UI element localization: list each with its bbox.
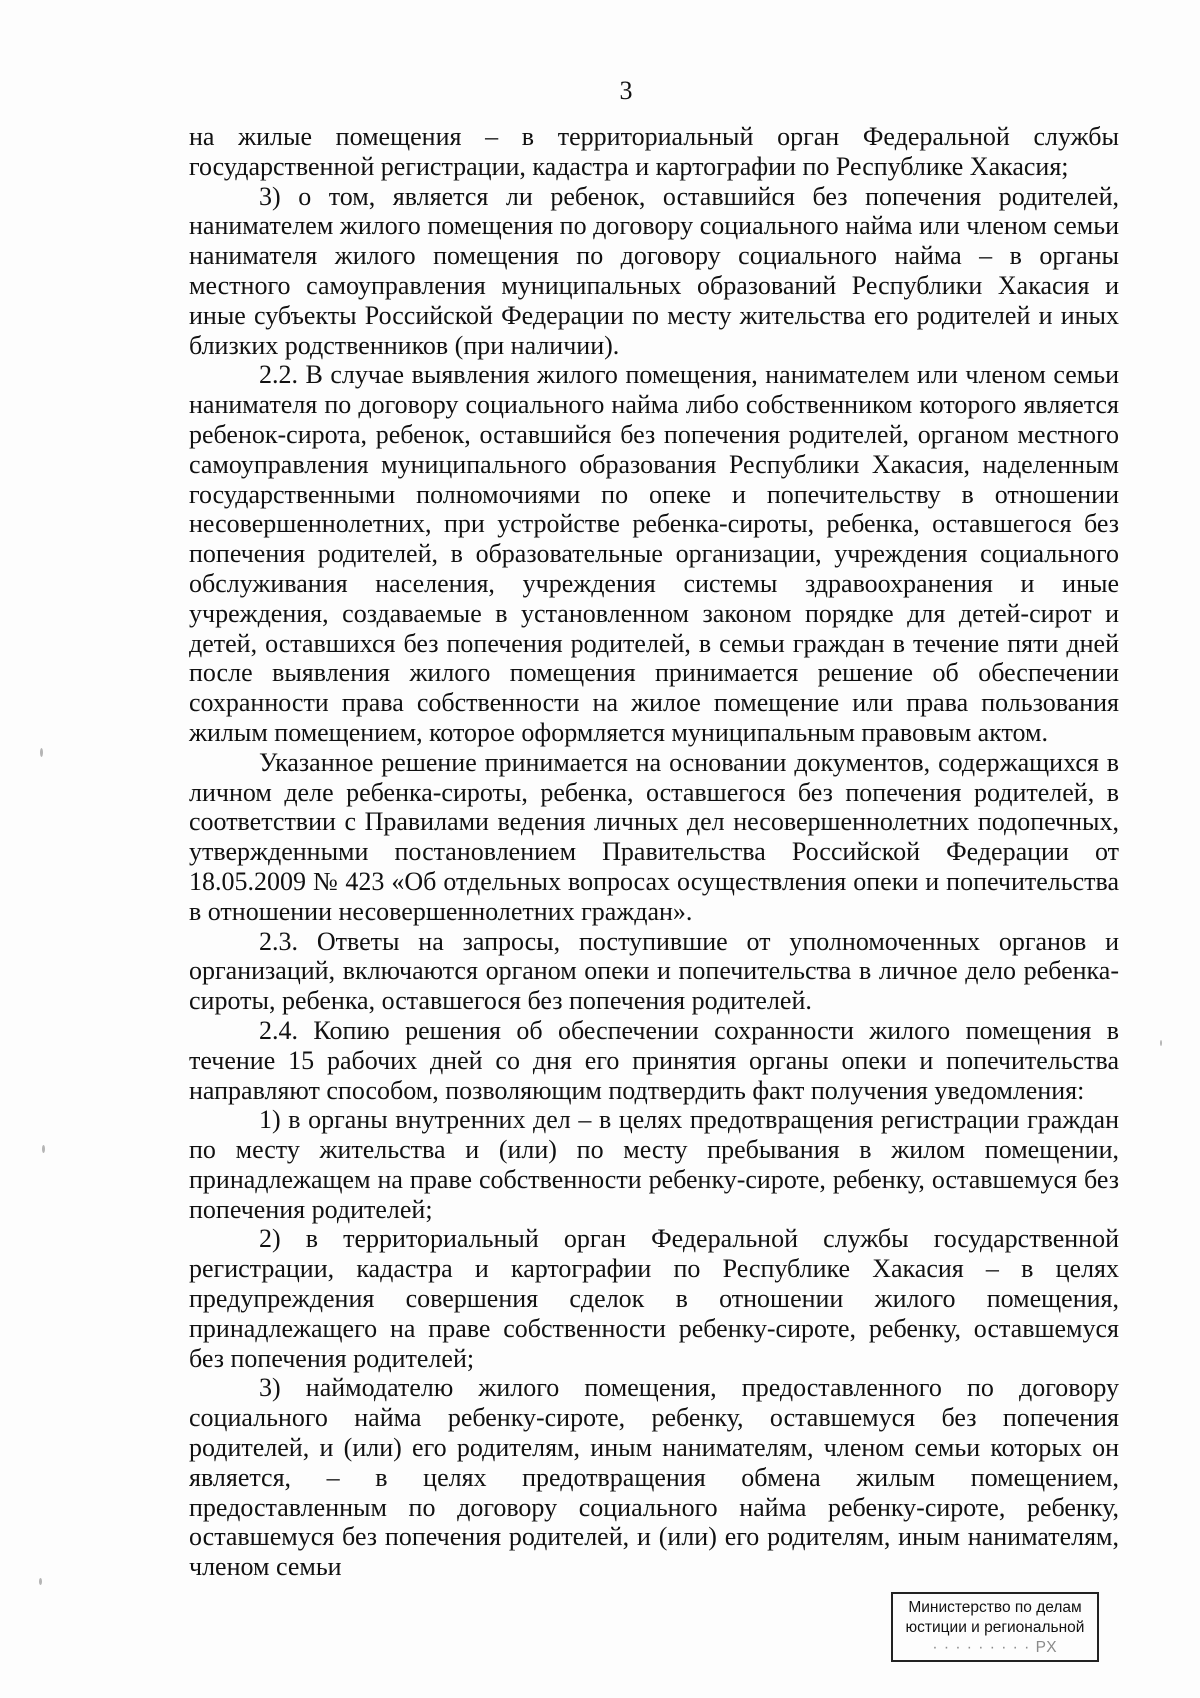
document-body bbox=[189, 122, 1119, 1582]
scan-speck bbox=[42, 1145, 45, 1153]
scan-speck bbox=[39, 1578, 42, 1585]
paragraph-2-2: 2.2. В случае выявления жилого помещения, нанимателем или членом семьи нанимателя по договору социального найма либо собственником которого является ребенок-сирота, ребенок, оставшийся без попечения родителей, органом местного самоуправления муниципального образования Республики Хакасия, наделенным государственными полномочиями по опеке и попечительству в отношении несовершеннолетних, при устройстве ребенка-сироты, ребенка, оставшегося без попечения родителей, в образовательные организации, учреждения социального обслуживания населения, учреждения системы здравоохранения и иные учреждения, создаваемые в установленном законом порядке для детей-сирот и детей, оставшихся без попечения родителей, в семьи граждан в течение пяти дней после выявления жилого помещения принимается решение об обеспечении сохранности права собственности на жилое помещение или права пользования жилым помещением, которое оформляется муниципальным правовым актом. bbox=[189, 360, 1119, 747]
scan-speck bbox=[1160, 1040, 1162, 1046]
stamp-line-3: · · · · · · · · · РХ bbox=[932, 1639, 1058, 1656]
paragraph-2-4-item-3: 3) наймодателю жилого помещения, предоставленного по договору социального найма ребенку-сироте, ребенку, оставшемуся без попечения родителей, и (или) его родителям, иным нанимателям, членом семьи которых он является, – в целях предотвращения обмена жилым помещением, предоставленным по договору социального найма ребенку-сироте, ребенку, оставшемуся без попечения родителей, и (или) его родителям, иным нанимателям, членом семьи bbox=[189, 1373, 1119, 1582]
paragraph-2-4-item-1: 1) в органы внутренних дел – в целях предотвращения регистрации граждан по месту жительства и (или) по месту пребывания в жилом помещении, принадлежащем на праве собственности ребенку-сироте, ребенку, оставшемуся без попечения родителей; bbox=[189, 1105, 1119, 1224]
paragraph-2-3: 2.3. Ответы на запросы, поступившие от уполномоченных органов и организаций, включаются органом опеки и попечительства в личное дело ребенка-сироты, ребенка, оставшегося без попечения родителей. bbox=[189, 926, 1119, 1016]
ministry-stamp bbox=[891, 1592, 1099, 1662]
paragraph-continuation: на жилые помещения – в территориальный орган Федеральной службы государственной регистрации, кадастра и картографии по Республике Хакасия; bbox=[189, 122, 1119, 181]
paragraph-decision-basis: Указанное решение принимается на основании документов, содержащихся в личном деле ребенка-сироты, ребенка, оставшегося без попечения родителей, в соответствии с Правилами ведения личных дел несовершеннолетних подопечных, утвержденными постановлением Правительства Российской Федерации от 18.05.2009 № 423 «Об отдельных вопросах осуществления опеки и попечительства в отношении несовершеннолетних граждан». bbox=[189, 747, 1119, 926]
page-number: 3 bbox=[619, 76, 633, 105]
stamp-line-2: юстиции и региональной bbox=[905, 1619, 1085, 1636]
stamp-line-1: Министерство по делам bbox=[908, 1599, 1082, 1616]
paragraph-item-3-tenant: 3) о том, является ли ребенок, оставшийся без попечения родителей, нанимателем жилого помещения по договору социального найма или членом семьи нанимателя жилого помещения по договору социального найма – в органы местного самоуправления муниципальных образований Республики Хакасия и иные субъекты Российской Федерации по месту жительства его родителей и иных близких родственников (при наличии). bbox=[189, 181, 1119, 360]
paragraph-2-4: 2.4. Копию решения об обеспечении сохранности жилого помещения в течение 15 рабочих дней со дня его принятия органы опеки и попечительства направляют способом, позволяющим подтвердить факт получения уведомления: bbox=[189, 1015, 1119, 1105]
paragraph-2-4-item-2: 2) в территориальный орган Федеральной службы государственной регистрации, кадастра и картографии по Республике Хакасия – в целях предупреждения совершения сделок в отношении жилого помещения, принадлежащего на праве собственности ребенку-сироте, ребенку, оставшемуся без попечения родителей; bbox=[189, 1224, 1119, 1373]
scan-speck bbox=[40, 748, 43, 757]
